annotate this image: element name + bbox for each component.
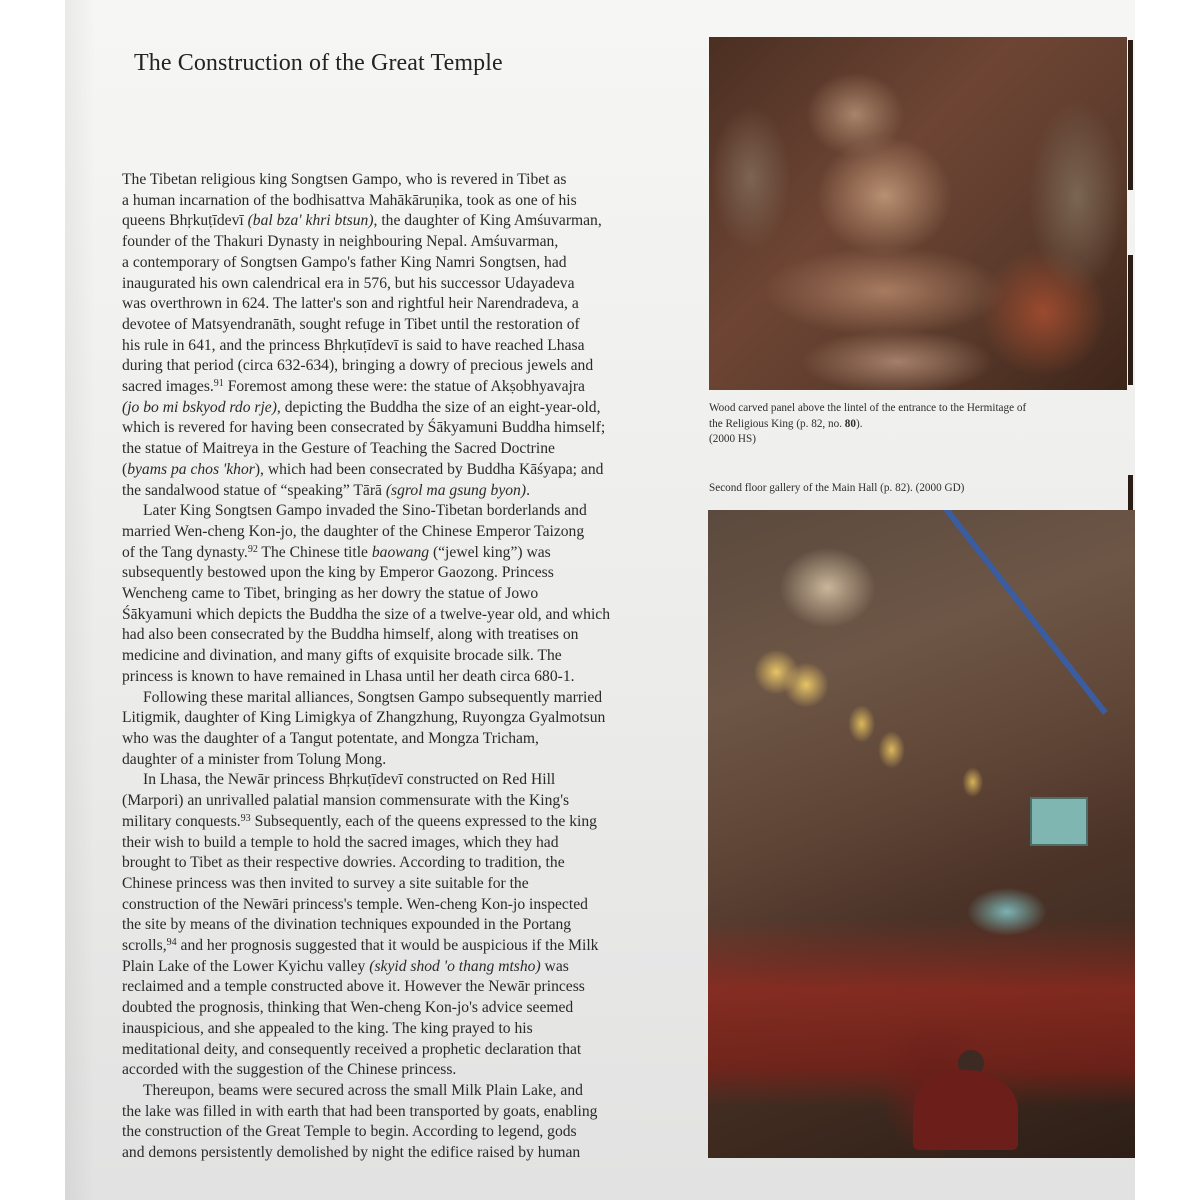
text-line: Thereupon, beams were secured across the small Milk Plain Lake, and bbox=[143, 1081, 583, 1099]
text-line: the lake was filled in with earth that had been transported by goats, enabling bbox=[122, 1102, 598, 1120]
text-line: which is revered for having been consecrated by Śākyamuni Buddha himself; bbox=[122, 419, 606, 437]
text-line: military conquests.$^{93}$ Subsequently, each of the queens expressed to the king bbox=[122, 812, 597, 830]
wood-carved-panel-photo bbox=[709, 37, 1127, 390]
text-line: Śākyamuni which depicts the Buddha the size of a twelve-year old, and which bbox=[122, 605, 611, 623]
caption-credit: (2000 HS) bbox=[709, 433, 756, 446]
text-line: sacred images.$^{91}$ Foremost among these were: the statue of Akṣobhyavajra bbox=[122, 378, 585, 396]
text-line: married Wen-cheng Kon-jo, the daughter of the Chinese Emperor Taizong bbox=[122, 522, 585, 540]
text-line: founder of the Thakuri Dynasty in neighbouring Nepal. Amśuvarman, bbox=[122, 233, 559, 251]
text-line: and demons persistently demolished by night the edifice raised by human bbox=[122, 1144, 581, 1162]
text-line: (jo bo mi bskyod rdo rje), depicting the Buddha the size of an eight-year-old, bbox=[122, 398, 601, 416]
text-line: Wencheng came to Tibet, bringing as her dowry the statue of Jowo bbox=[122, 585, 539, 603]
text-line: Later King Songtsen Gampo invaded the Sino-Tibetan borderlands and bbox=[143, 502, 587, 520]
paragraph bbox=[122, 1081, 678, 1164]
paragraph bbox=[122, 688, 678, 771]
text-line: scrolls,$^{94}$ and her prognosis suggested that it would be auspicious if the Milk bbox=[122, 937, 599, 955]
text-line: In Lhasa, the Newār princess Bhṛkuṭīdevī constructed on Red Hill bbox=[143, 771, 556, 789]
paragraph bbox=[122, 501, 678, 687]
text-line: of the Tang dynasty.$^{92}$ The Chinese title baowang (“jewel king”) was bbox=[122, 543, 551, 561]
text-line: brought to Tibet as their respective dowries. According to tradition, the bbox=[122, 854, 565, 872]
text-line: inauspicious, and she appealed to the king. The king prayed to his bbox=[122, 1019, 533, 1037]
text-line: the construction of the Great Temple to begin. According to legend, gods bbox=[122, 1123, 577, 1141]
caption-wood-panel bbox=[709, 401, 1039, 448]
text-line: accorded with the suggestion of the Chinese princess. bbox=[122, 1061, 457, 1079]
text-line: Chinese princess was then invited to survey a site suitable for the bbox=[122, 874, 529, 892]
body-text bbox=[122, 170, 678, 1164]
page-gutter-shadow bbox=[65, 0, 95, 1200]
text-line: meditational deity, and consequently received a prophetic declaration that bbox=[122, 1040, 582, 1058]
text-line: (Marpori) an unrivalled palatial mansion commensurate with the King's bbox=[122, 792, 570, 810]
caption-main-hall: Second floor gallery of the Main Hall (p. 82). (2000 GD) bbox=[709, 482, 965, 494]
seated-monk bbox=[913, 1070, 1018, 1150]
text-line: the site by means of the divination techniques expounded in the Portang bbox=[122, 916, 572, 934]
text-line: was overthrown in 624. The latter's son and rightful heir Narendradeva, a bbox=[122, 295, 579, 313]
main-hall-gallery-photo bbox=[708, 510, 1135, 1158]
text-line: construction of the Newāri princess's temple. Wen-cheng Kon-jo inspected bbox=[122, 895, 588, 913]
text-line: Litigmik, daughter of King Limigkya of Zhangzhung, Ruyongza Gyalmotsun bbox=[122, 709, 606, 727]
book-edge-middle bbox=[1128, 255, 1133, 385]
book-edge-top bbox=[1128, 40, 1133, 190]
text-line: a contemporary of Songtsen Gampo's father King Namri Songtsen, had bbox=[122, 253, 567, 271]
text-line: The Tibetan religious king Songtsen Gampo, who is revered in Tibet as bbox=[122, 171, 567, 188]
caption-plate-number: 80 bbox=[844, 417, 856, 430]
text-line: during that period (circa 632-634), bringing a dowry of precious jewels and bbox=[122, 357, 594, 375]
text-line: a human incarnation of the bodhisattva Mahākāruṇika, took as one of his bbox=[122, 191, 577, 209]
paragraph bbox=[122, 770, 678, 1081]
text-line: the statue of Maitreya in the Gesture of Teaching the Sacred Doctrine bbox=[122, 440, 555, 458]
text-line: princess is known to have remained in Lhasa until her death circa 680-1. bbox=[122, 667, 575, 685]
paragraph bbox=[122, 170, 678, 501]
text-line: who was the daughter of a Tangut potentate, and Mongza Tricham, bbox=[122, 729, 539, 747]
text-line: had also been consecrated by the Buddha himself, along with treatises on bbox=[122, 626, 579, 644]
text-line: reclaimed and a temple constructed above it. However the Newār princess bbox=[122, 978, 585, 996]
text-line: subsequently bestowed upon the king by Emperor Gaozong. Princess bbox=[122, 564, 554, 582]
text-line: inaugurated his own calendrical era in 576, but his successor Udayadeva bbox=[122, 274, 575, 292]
caption-tail: ). bbox=[855, 417, 863, 430]
painted-beam bbox=[943, 510, 1108, 715]
text-line: devotee of Matsyendranāth, sought refuge in Tibet until the restoration of bbox=[122, 315, 580, 333]
caption-text: Wood carved panel above the lintel of the entrance to the Hermitage of the Religious King (p. 82, no. bbox=[709, 402, 1027, 430]
text-line: doubted the prognosis, thinking that Wen-cheng Kon-jo's advice seemed bbox=[122, 999, 574, 1017]
text-line: Plain Lake of the Lower Kyichu valley (skyid shod 'o thang mtsho) was bbox=[122, 957, 569, 975]
text-line: Following these marital alliances, Songtsen Gampo subsequently married bbox=[143, 688, 603, 706]
page-title: The Construction of the Great Temple bbox=[134, 50, 503, 76]
text-line: queens Bhṛkuṭīdevī (bal bza' khri btsun), the daughter of King Amśuvarman, bbox=[122, 212, 602, 230]
text-line: their wish to build a temple to hold the sacred images, which they had bbox=[122, 833, 559, 851]
text-line: (byams pa chos 'khor), which had been consecrated by Buddha Kāśyapa; and bbox=[122, 460, 604, 478]
wall-panel bbox=[1030, 797, 1088, 846]
text-line: the sandalwood statue of “speaking” Tārā (sgrol ma gsung byon). bbox=[122, 481, 530, 499]
text-line: daughter of a minister from Tolung Mong. bbox=[122, 750, 387, 768]
text-line: medicine and divination, and many gifts of exquisite brocade silk. The bbox=[122, 647, 562, 665]
text-line: his rule in 641, and the princess Bhṛkuṭīdevī is said to have reached Lhasa bbox=[122, 336, 585, 354]
